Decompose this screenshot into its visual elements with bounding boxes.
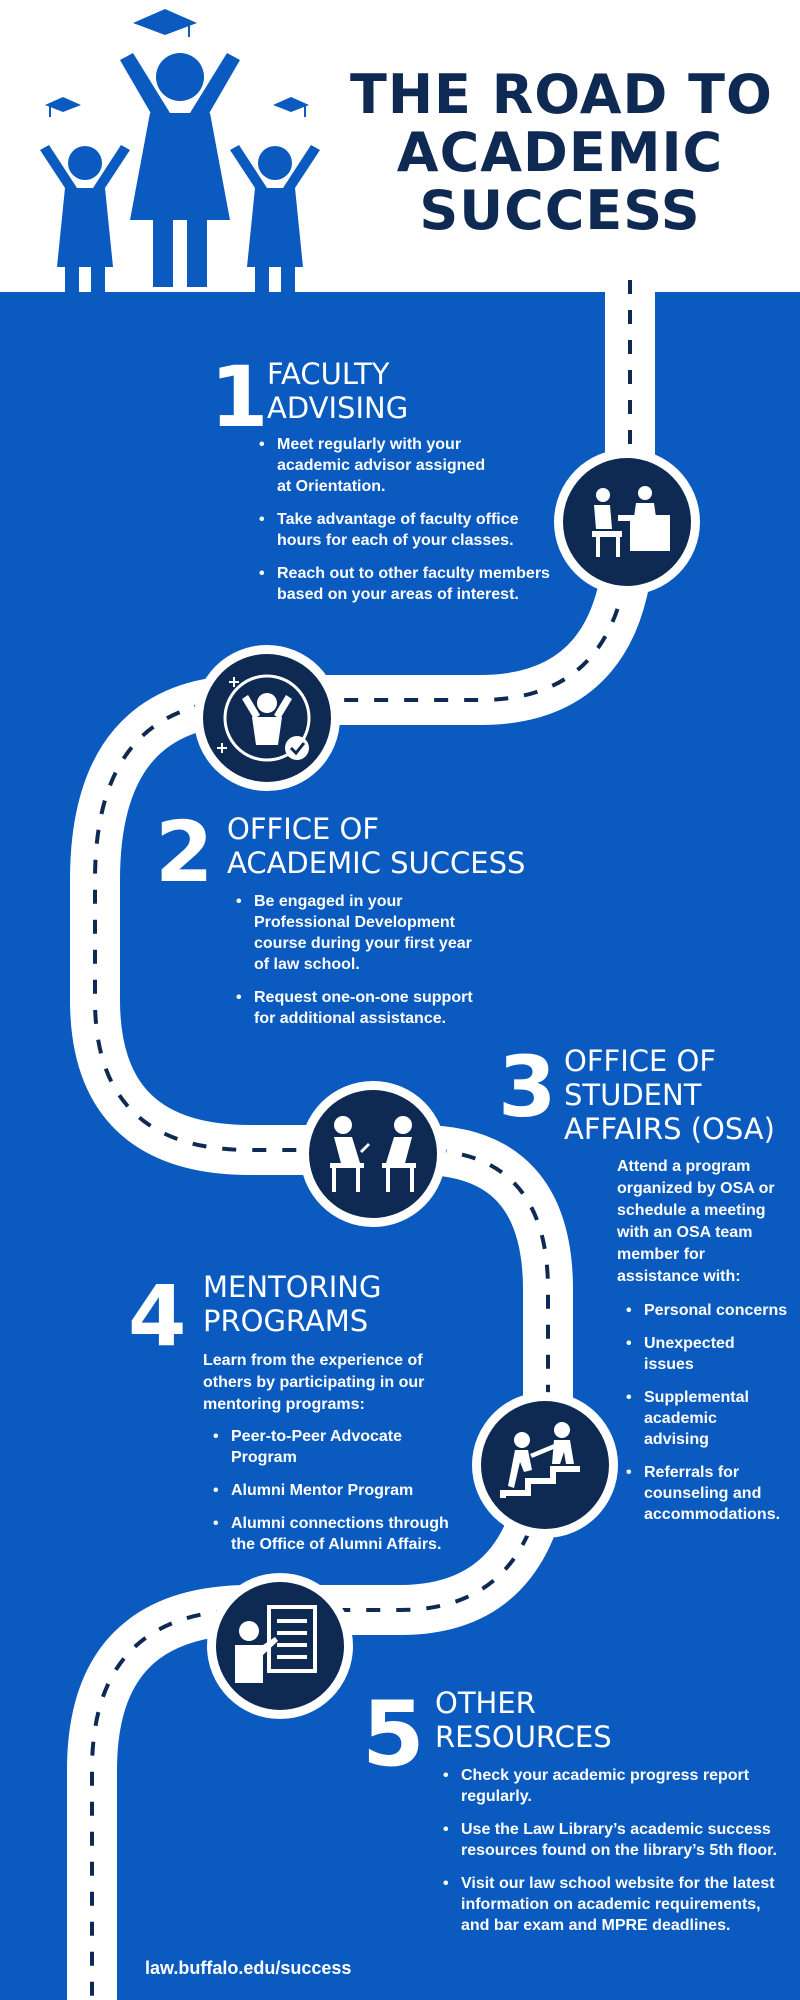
list-item: • Take advantage of faculty office hours for each of your classes. xyxy=(259,509,549,551)
section-number: 4 xyxy=(128,1267,187,1365)
section-title xyxy=(564,1044,775,1146)
advising-desk-icon xyxy=(552,447,702,597)
bullet-list xyxy=(213,1426,473,1567)
section-intro: Learn from the experience of others by participating in our mentoring programs: xyxy=(203,1352,425,1413)
list-item: • Request one-on-one support for additional assistance. xyxy=(236,987,494,1029)
section-number: 2 xyxy=(155,803,214,901)
section-title-line: FACULTY xyxy=(267,357,390,391)
footer-url-link[interactable]: law.buffalo.edu/success xyxy=(145,1958,352,1978)
section-title-line: ADVISING xyxy=(267,391,409,425)
section-title-line: RESOURCES xyxy=(435,1720,612,1754)
section-title xyxy=(227,812,525,880)
list-item: • Use the Law Library’s academic success resources found on the library’s 5th floor. xyxy=(443,1819,791,1861)
section-title-line: AFFAIRS (OSA) xyxy=(564,1112,775,1146)
bullet-list xyxy=(626,1300,796,1537)
list-item: • Visit our law school website for the latest information on academic requirements, and bar exam and MPRE deadlines. xyxy=(443,1873,791,1936)
section-title-line: MENTORING xyxy=(203,1270,382,1304)
section-number: 3 xyxy=(498,1038,557,1136)
title-line: ACADEMIC xyxy=(396,121,724,184)
bullet-list xyxy=(259,434,549,617)
title-line: THE ROAD TO xyxy=(350,63,773,126)
list-item: • Check your academic progress report regularly. xyxy=(443,1765,786,1807)
conversation-icon xyxy=(298,1079,448,1229)
celebrating-person-icon xyxy=(192,643,342,793)
section-title-line: OTHER xyxy=(435,1686,536,1720)
presentation-icon xyxy=(205,1571,355,1721)
list-item: • Referrals for counseling and accommodations. xyxy=(626,1462,796,1525)
section-title-line: OFFICE OF xyxy=(564,1044,717,1078)
section-title-line: STUDENT xyxy=(564,1078,702,1112)
list-item: • Alumni Mentor Program xyxy=(213,1480,473,1501)
section-title-line: ACADEMIC SUCCESS xyxy=(227,846,526,880)
section-number: 1 xyxy=(210,348,269,446)
bullet-list xyxy=(236,891,491,1041)
title-line: SUCCESS xyxy=(419,179,701,242)
list-item: • Unexpected issues xyxy=(626,1333,754,1375)
section-number: 5 xyxy=(362,1682,425,1787)
section-title xyxy=(267,357,408,425)
list-item: • Be engaged in your Professional Development course during your first year of law school. xyxy=(236,891,491,975)
climbing-stairs-icon xyxy=(470,1390,620,1540)
list-item: • Supplemental academic advising xyxy=(626,1387,754,1450)
list-item: • Alumni connections through the Office of Alumni Affairs. xyxy=(213,1513,471,1555)
bullet-list xyxy=(443,1765,788,1948)
section-intro: Attend a program organized by OSA or schedule a meeting with an OSA team member for assistance with: xyxy=(617,1158,775,1285)
section-title xyxy=(203,1270,381,1338)
section-title-line: OFFICE OF xyxy=(227,812,380,846)
list-item: • Reach out to other faculty members based on your areas of interest. xyxy=(259,563,552,605)
list-item: • Peer-to-Peer Advocate Program xyxy=(213,1426,411,1468)
list-item: • Meet regularly with your academic advisor assigned at Orientation. xyxy=(259,434,492,497)
list-item: • Personal concerns xyxy=(626,1300,796,1321)
section-title-line: PROGRAMS xyxy=(203,1304,369,1338)
section-title xyxy=(435,1686,612,1754)
